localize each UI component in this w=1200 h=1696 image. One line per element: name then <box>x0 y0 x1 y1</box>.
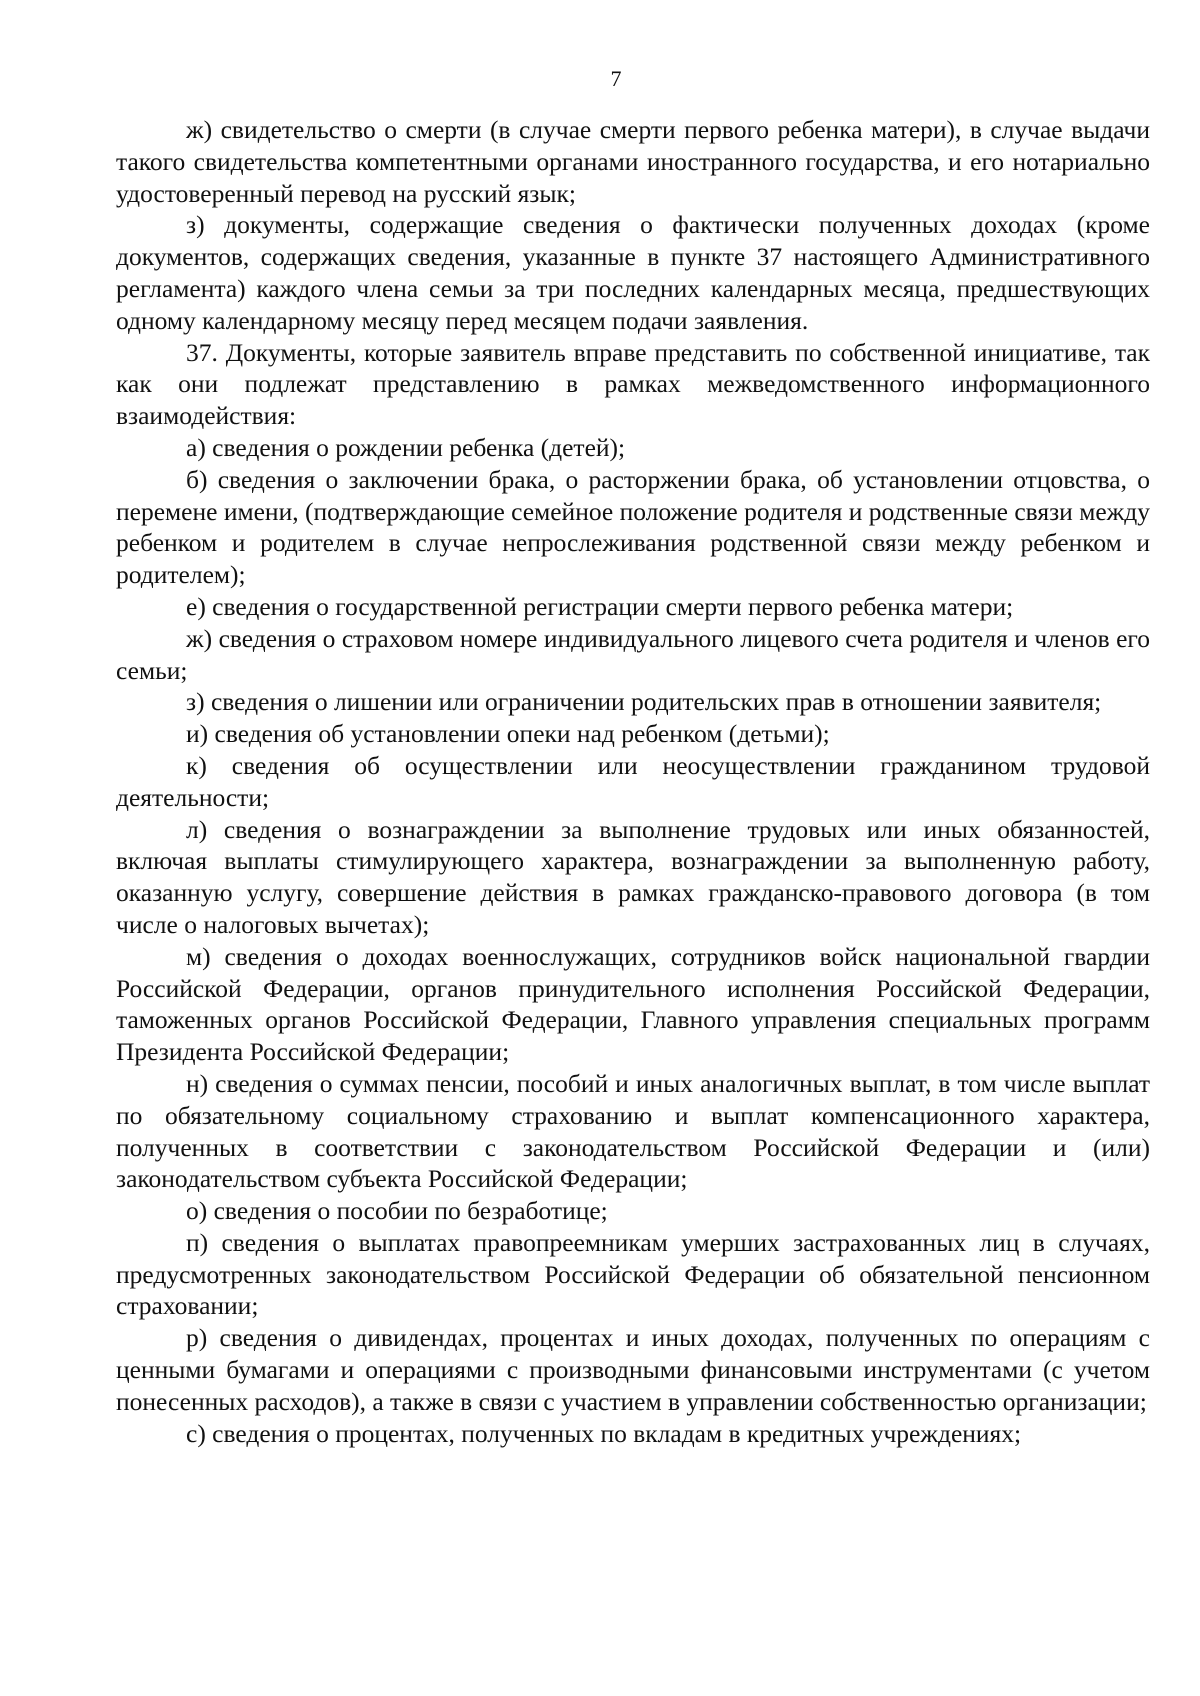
paragraph-r-dividends: р) сведения о дивидендах, процентах и иных доходах, полученных по операциям с ценными бумагами и операциями с производными финансовыми инструментами (с учетом понесенных расходов), а также в связи с участием в управлении собственностью организации; <box>116 1323 1150 1416</box>
paragraph-e-death-registration: е) сведения о государственной регистрации смерти первого ребенка матери; <box>186 591 1014 621</box>
paragraph-l-remuneration: л) сведения о вознаграждении за выполнение трудовых или иных обязанностей, включая выплаты стимулирующего характера, вознаграждении за выполненную работу, оказанную услугу, совершение действия в рамках гражданско-правового договора (в том числе о налоговых вычетах); <box>116 814 1150 939</box>
paragraph-n-pensions: н) сведения о суммах пенсии, пособий и иных аналогичных выплат, в том числе выплат по обязательному социальному страхованию и выплат компенсационного характера, полученных в соответствии с законодательством Российской Федерации и (или) законодательством субъекта Российской Федерации; <box>116 1068 1150 1194</box>
paragraph-37-documents: 37. Документы, которые заявитель вправе представить по собственной инициативе, так как они подлежат представлению в рамках межведомственного информационного взаимодействия: <box>116 337 1150 431</box>
paragraph-p-successors: п) сведения о выплатах правопреемникам умерших застрахованных лиц в случаях, предусмотренных законодательством Российской Федерации об обязательной пенсионном страховании; <box>116 1227 1150 1321</box>
paragraph-m-military-income: м) сведения о доходах военнослужащих, сотрудников войск национальной гвардии Российской Федерации, органов принудительного исполнения Российской Федерации, таможенных органов Российской Федерации, Главного управления специальных программ Президента Российской Федерации; <box>116 941 1150 1067</box>
paragraph-z-parental-rights: з) сведения о лишении или ограничении родительских прав в отношении заявителя; <box>186 687 1102 717</box>
paragraph-i-guardianship: и) сведения об установлении опеки над ребенком (детьми); <box>186 719 830 749</box>
paragraph-s-deposit-interest: с) сведения о процентах, полученных по вкладам в кредитных учреждениях; <box>186 1418 1022 1448</box>
paragraph-zh-death-certificate: ж) свидетельство о смерти (в случае смерти первого ребенка матери), в случае выдачи такого свидетельства компетентными органами иностранного государства, и его нотариально удостоверенный перевод на русский язык; <box>116 115 1150 208</box>
paragraph-k-employment: к) сведения об осуществлении или неосуществлении гражданином трудовой деятельности; <box>116 750 1150 812</box>
paragraph-a-birth: а) сведения о рождении ребенка (детей); <box>186 432 626 462</box>
paragraph-zh-insurance-number: ж) сведения о страховом номере индивидуального лицевого счета родителя и членов его семьи; <box>116 623 1150 685</box>
document-body <box>116 114 1150 1449</box>
page-number: 7 <box>610 66 622 91</box>
paragraph-b-marriage: б) сведения о заключении брака, о расторжении брака, об установлении отцовства, о перемене имени, (подтверждающие семейное положение родителя и родственные связи между ребенком и родителем в случае непрослеживания родственной связи между ребенком и родителем); <box>116 464 1150 590</box>
paragraph-o-unemployment: о) сведения о пособии по безработице; <box>186 1196 608 1226</box>
paragraph-z-income-documents: з) документы, содержащие сведения о фактически полученных доходах (кроме документов, содержащих сведения, указанные в пункте 37 настоящего Административного регламента) каждого члена семьи за три последних календарных месяца, предшествующих одному календарному месяцу перед месяцем подачи заявления. <box>116 210 1150 335</box>
